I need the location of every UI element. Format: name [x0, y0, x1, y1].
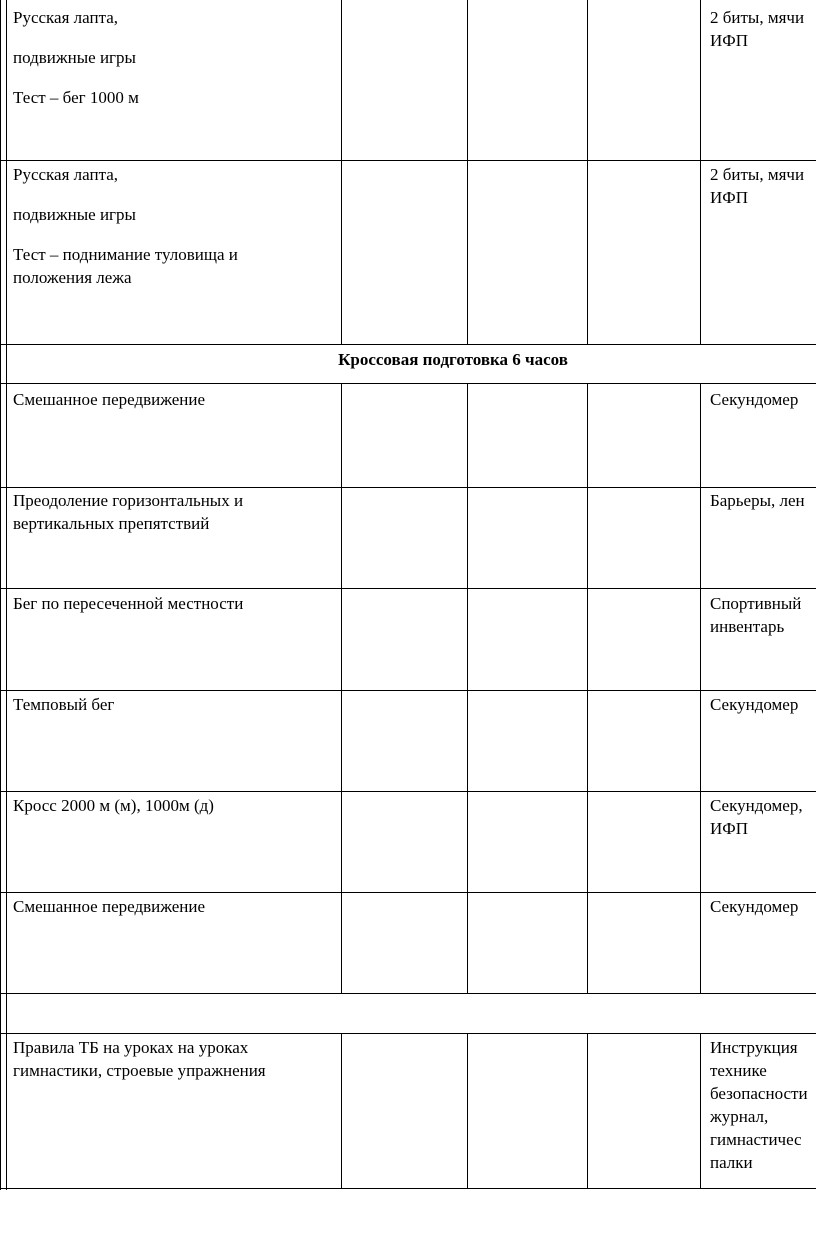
topic-cell: [13, 895, 205, 918]
row-border-7: [0, 791, 816, 792]
row-border-4: [0, 487, 816, 488]
row-border-9: [0, 993, 816, 994]
equipment-line: гимнастичес: [710, 1130, 802, 1149]
topic-line: подвижные игры: [13, 205, 136, 224]
equipment-line: ИФП: [710, 188, 748, 207]
column-divider-3: [587, 1033, 588, 1189]
row-border-8: [0, 892, 816, 893]
topic-line: подвижные игры: [13, 48, 136, 67]
equipment-line: 2 биты, мячи: [710, 165, 805, 184]
equipment-line: палки: [710, 1153, 753, 1172]
topic-line: Смешанное передвижение: [13, 897, 206, 916]
topic-line: Тест – бег 1000 м: [13, 88, 139, 107]
row-border-3: [0, 383, 816, 384]
equipment-line: Инструкция: [710, 1038, 798, 1057]
topic-cell: [13, 794, 214, 817]
column-divider-2: [467, 0, 468, 344]
equipment-line: 2 биты, мячи: [710, 8, 805, 27]
equipment-line: Секундомер: [710, 695, 799, 714]
topic-cell: [13, 163, 238, 289]
topic-line: Тест – поднимание туловища и: [13, 245, 238, 264]
column-divider-3: [587, 0, 588, 344]
equipment-line: журнал,: [710, 1107, 769, 1126]
equipment-line: Секундомер: [710, 897, 799, 916]
equipment-line: безопасности: [710, 1084, 808, 1103]
equipment-line: технике: [710, 1061, 767, 1080]
topic-cell: [13, 489, 243, 535]
column-divider-topic: [341, 0, 342, 344]
column-divider-equipment: [700, 0, 701, 344]
column-divider-equipment: [700, 383, 701, 993]
equipment-cell: [710, 163, 804, 209]
topic-line: Правила ТБ на уроках на уроках: [13, 1038, 249, 1057]
equipment-cell: [710, 895, 798, 918]
topic-line: положения лежа: [13, 268, 132, 287]
equipment-line: Спортивный: [710, 594, 802, 613]
column-divider-equipment: [700, 1033, 701, 1189]
topic-line: Русская лапта,: [13, 165, 118, 184]
equipment-cell: [710, 693, 798, 716]
topic-line: гимнастики, строевые упражнения: [13, 1061, 266, 1080]
topic-line: Преодоление горизонтальных и: [13, 491, 244, 510]
row-border-bottom: [0, 1188, 816, 1189]
section-title: Кроссовая подготовка 6 часов: [338, 350, 568, 369]
equipment-line: Барьеры, лен: [710, 491, 805, 510]
equipment-line: ИФП: [710, 819, 748, 838]
equipment-line: Секундомер: [710, 390, 799, 409]
column-divider-topic: [341, 1033, 342, 1189]
topic-cell: [13, 693, 114, 716]
topic-line: Темповый бег: [13, 695, 115, 714]
topic-line: Кросс 2000 м (м), 1000м (д): [13, 796, 214, 815]
topic-line: Бег по пересеченной местности: [13, 594, 244, 613]
equipment-cell: [710, 388, 798, 411]
equipment-line: инвентарь: [710, 617, 785, 636]
row-border-10: [0, 1033, 816, 1034]
table-border-left: [6, 0, 7, 1190]
equipment-cell: [710, 592, 801, 638]
equipment-cell: [710, 1036, 808, 1174]
equipment-cell: [710, 489, 805, 512]
topic-line: Русская лапта,: [13, 8, 118, 27]
equipment-line: Секундомер,: [710, 796, 803, 815]
equipment-line: ИФП: [710, 31, 748, 50]
equipment-cell: [710, 6, 804, 52]
row-border-6: [0, 690, 816, 691]
column-divider-2: [467, 383, 468, 993]
topic-cell: [13, 388, 205, 411]
row-border-2: [0, 344, 816, 345]
topic-cell: [13, 592, 243, 615]
topic-line: вертикальных препятствий: [13, 514, 210, 533]
column-divider-topic: [341, 383, 342, 993]
column-divider-3: [587, 383, 588, 993]
row-border-1: [0, 160, 816, 161]
column-divider-2: [467, 1033, 468, 1189]
topic-cell: [13, 6, 139, 109]
equipment-cell: [710, 794, 803, 840]
topic-cell: [13, 1036, 266, 1082]
topic-line: Смешанное передвижение: [13, 390, 206, 409]
row-border-5: [0, 588, 816, 589]
table-border-left-outer: [0, 0, 1, 1190]
